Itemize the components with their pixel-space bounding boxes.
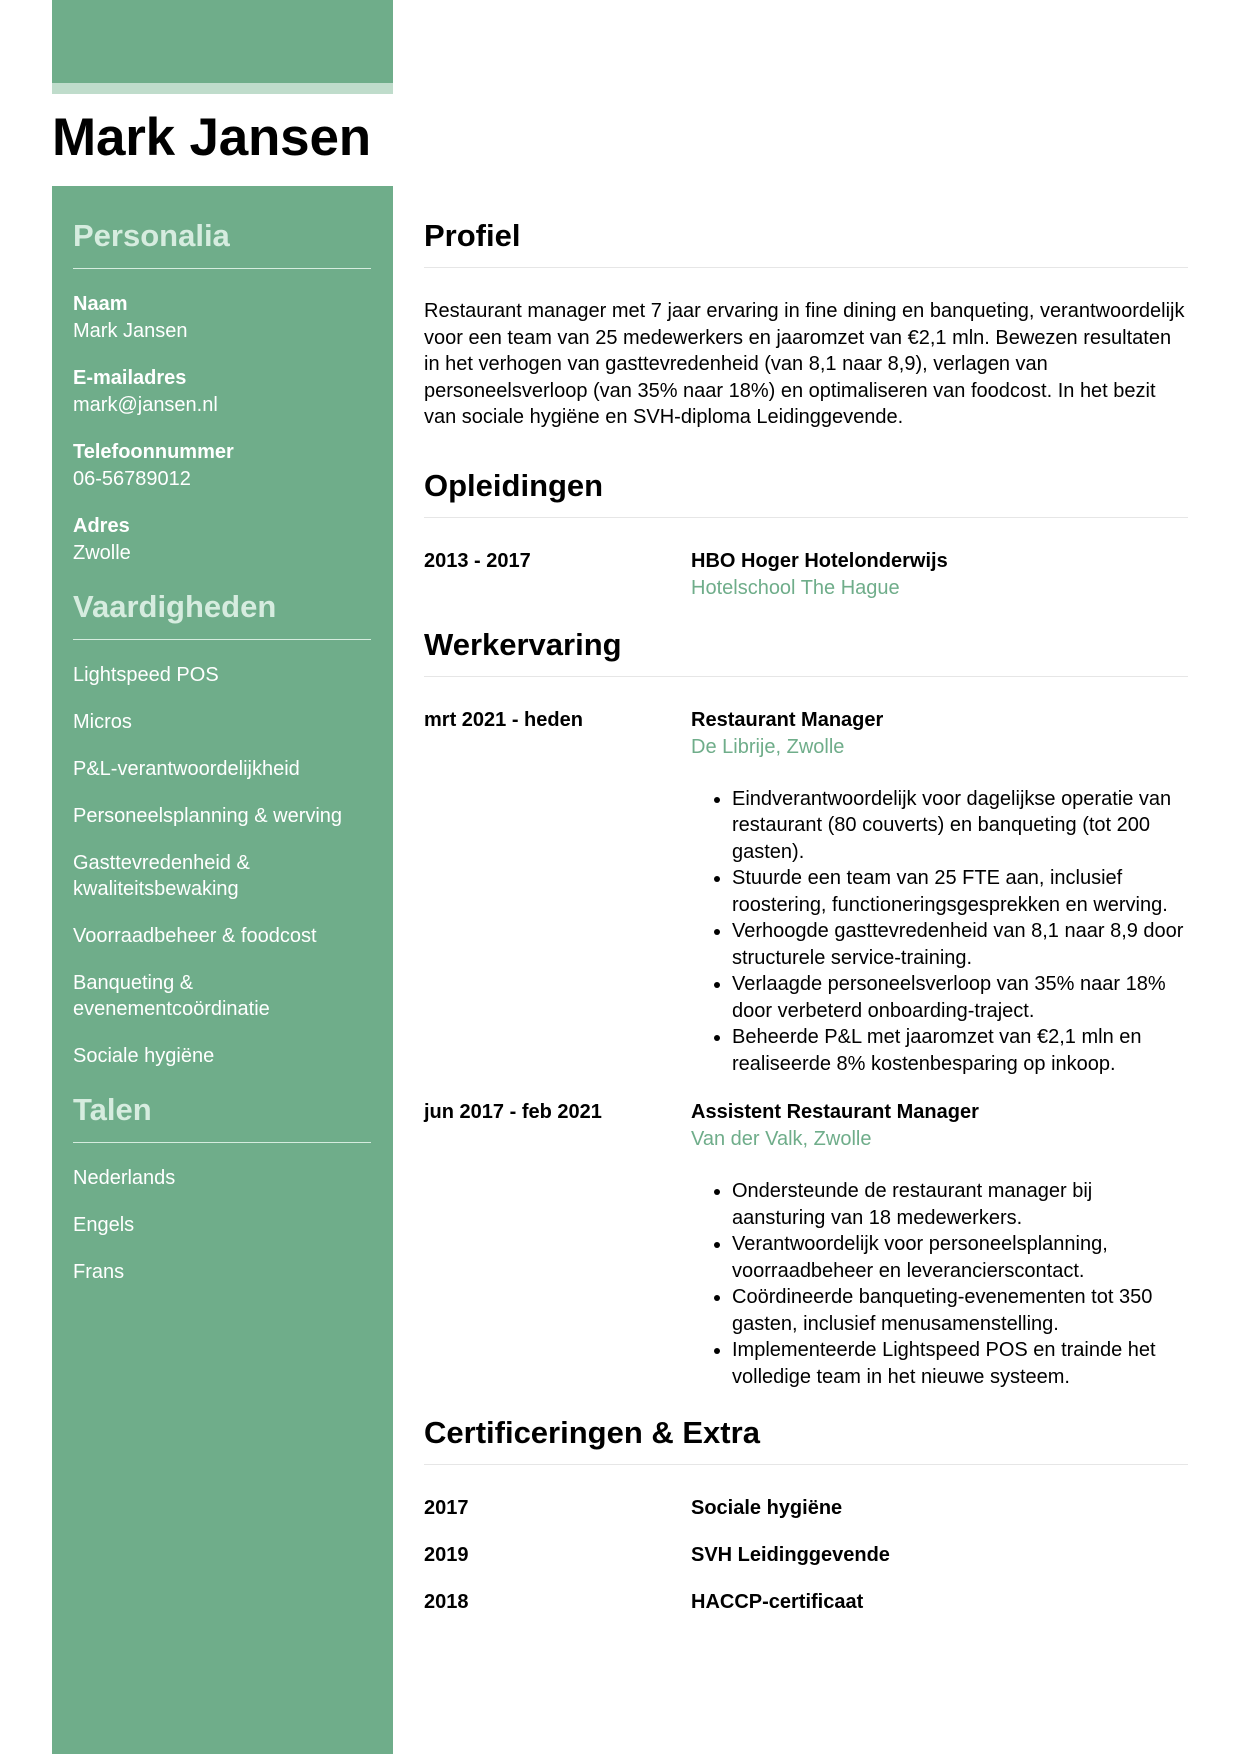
personalia-value: Zwolle	[73, 542, 131, 564]
header-accent-stripe	[52, 83, 393, 94]
profile-section	[424, 215, 1188, 431]
skills-heading: Vaardigheden	[73, 587, 371, 640]
personalia-list	[73, 291, 371, 567]
certification-row	[424, 1495, 1188, 1522]
bullet-item: • Ondersteunde de restaurant manager bij aansturing van 18 medewerkers.	[732, 1178, 1188, 1231]
main-content	[424, 215, 1188, 1636]
sidebar	[52, 186, 393, 1754]
personalia-heading: Personalia	[73, 216, 371, 269]
personalia-item-email	[73, 365, 371, 419]
education-entry	[424, 548, 1188, 602]
personalia-label: E-mailadres	[73, 367, 187, 389]
personalia-value: mark@jansen.nl	[73, 394, 218, 416]
profile-text: Restaurant manager met 7 jaar ervaring in fine dining en banqueting, verantwoordelijk voor een team van 25 medewerkers en jaaromzet van €2,1 mln. Bewezen resultaten in het verhogen van gasttevredenheid (van 8,1 naar 8,9), verlagen van personeelsverloop (van 35% naar 18%) en optimaliseren van foodcost. In het bezit van sociale hygiëne en SVH-diploma Leidinggevende.	[424, 300, 1185, 428]
language-item: Engels	[73, 1214, 135, 1236]
header-color-block	[52, 0, 393, 83]
personalia-value: Mark Jansen	[73, 320, 188, 342]
certification-name: SVH Leidinggevende	[691, 1544, 890, 1566]
work-section	[424, 624, 1188, 1391]
work-heading: Werkervaring	[424, 624, 1188, 677]
certifications-heading: Certificeringen & Extra	[424, 1412, 1188, 1465]
entry-date: 2013 - 2017	[424, 549, 531, 572]
personalia-item-name	[73, 291, 371, 345]
personalia-item-address	[73, 513, 371, 567]
skill-item: Sociale hygiëne	[73, 1045, 215, 1067]
entry-title: Assistent Restaurant Manager	[691, 1101, 979, 1123]
certification-year: 2017	[424, 1497, 469, 1519]
bullet-item: • Verantwoordelijk voor personeelsplanning, voorraadbeheer en leverancierscontact.	[732, 1231, 1188, 1284]
certification-name: Sociale hygiëne	[691, 1497, 843, 1519]
entry-title: HBO Hoger Hotelonderwijs	[691, 549, 948, 572]
languages-heading: Talen	[73, 1090, 371, 1143]
skill-item: P&L-verantwoordelijkheid	[73, 758, 300, 780]
skill-item: Gasttevredenheid & kwaliteitsbewaking	[73, 852, 250, 900]
skill-item: Voorraadbeheer & foodcost	[73, 925, 317, 947]
certification-name: HACCP-certificaat	[691, 1591, 864, 1613]
bullet-list	[691, 786, 1188, 1078]
education-heading: Opleidingen	[424, 465, 1188, 518]
bullet-item: • Stuurde een team van 25 FTE aan, inclusief roostering, functioneringsgesprekken en werving.	[732, 865, 1188, 918]
entry-body	[691, 707, 1188, 1078]
bullet-item: • Verlaagde personeelsverloop van 35% naar 18% door verbeterd onboarding-traject.	[732, 971, 1188, 1024]
skills-section	[73, 587, 371, 1069]
bullet-list	[691, 1178, 1188, 1390]
bullet-item: • Coördineerde banqueting-evenementen tot 350 gasten, inclusief menusamenstelling.	[732, 1284, 1188, 1337]
entry-body	[691, 548, 1188, 602]
personalia-label: Telefoonnummer	[73, 441, 234, 463]
skill-item: Personeelsplanning & werving	[73, 805, 343, 827]
bullet-item: • Verhoogde gasttevredenheid van 8,1 naar 8,9 door structurele service-training.	[732, 918, 1188, 971]
entry-employer: Van der Valk, Zwolle	[691, 1128, 872, 1150]
entry-institution: Hotelschool The Hague	[691, 576, 900, 599]
entry-body	[691, 1099, 1188, 1390]
work-entry	[424, 1099, 1188, 1390]
skill-item: Micros	[73, 711, 132, 733]
bullet-item: • Implementeerde Lightspeed POS en trainde het volledige team in het nieuwe systeem.	[732, 1337, 1188, 1390]
candidate-name: Mark Jansen	[52, 108, 371, 167]
skill-item: Lightspeed POS	[73, 664, 219, 686]
personalia-section	[73, 216, 371, 567]
personalia-item-phone	[73, 439, 371, 493]
certification-year: 2018	[424, 1591, 469, 1613]
language-item: Nederlands	[73, 1167, 176, 1189]
languages-section	[73, 1090, 371, 1285]
profile-heading: Profiel	[424, 215, 1188, 268]
entry-employer: De Librije, Zwolle	[691, 735, 845, 758]
certification-year: 2019	[424, 1544, 469, 1566]
entry-date: jun 2017 - feb 2021	[424, 1101, 602, 1123]
certifications-section	[424, 1412, 1188, 1616]
personalia-label: Adres	[73, 515, 130, 537]
work-entry	[424, 707, 1188, 1078]
bullet-item: • Beheerde P&L met jaaromzet van €2,1 mln en realiseerde 8% kostenbesparing op inkoop.	[732, 1024, 1188, 1077]
certification-row	[424, 1542, 1188, 1569]
personalia-value: 06-56789012	[73, 468, 191, 490]
entry-title: Restaurant Manager	[691, 708, 884, 731]
skill-item: Banqueting & evenementcoördinatie	[73, 972, 270, 1020]
certification-row	[424, 1589, 1188, 1616]
entry-date: mrt 2021 - heden	[424, 708, 583, 731]
personalia-label: Naam	[73, 293, 128, 315]
language-item: Frans	[73, 1261, 125, 1283]
bullet-item: • Eindverantwoordelijk voor dagelijkse operatie van restaurant (80 couverts) en banqueting (tot 200 gasten).	[732, 786, 1188, 866]
education-section	[424, 465, 1188, 602]
